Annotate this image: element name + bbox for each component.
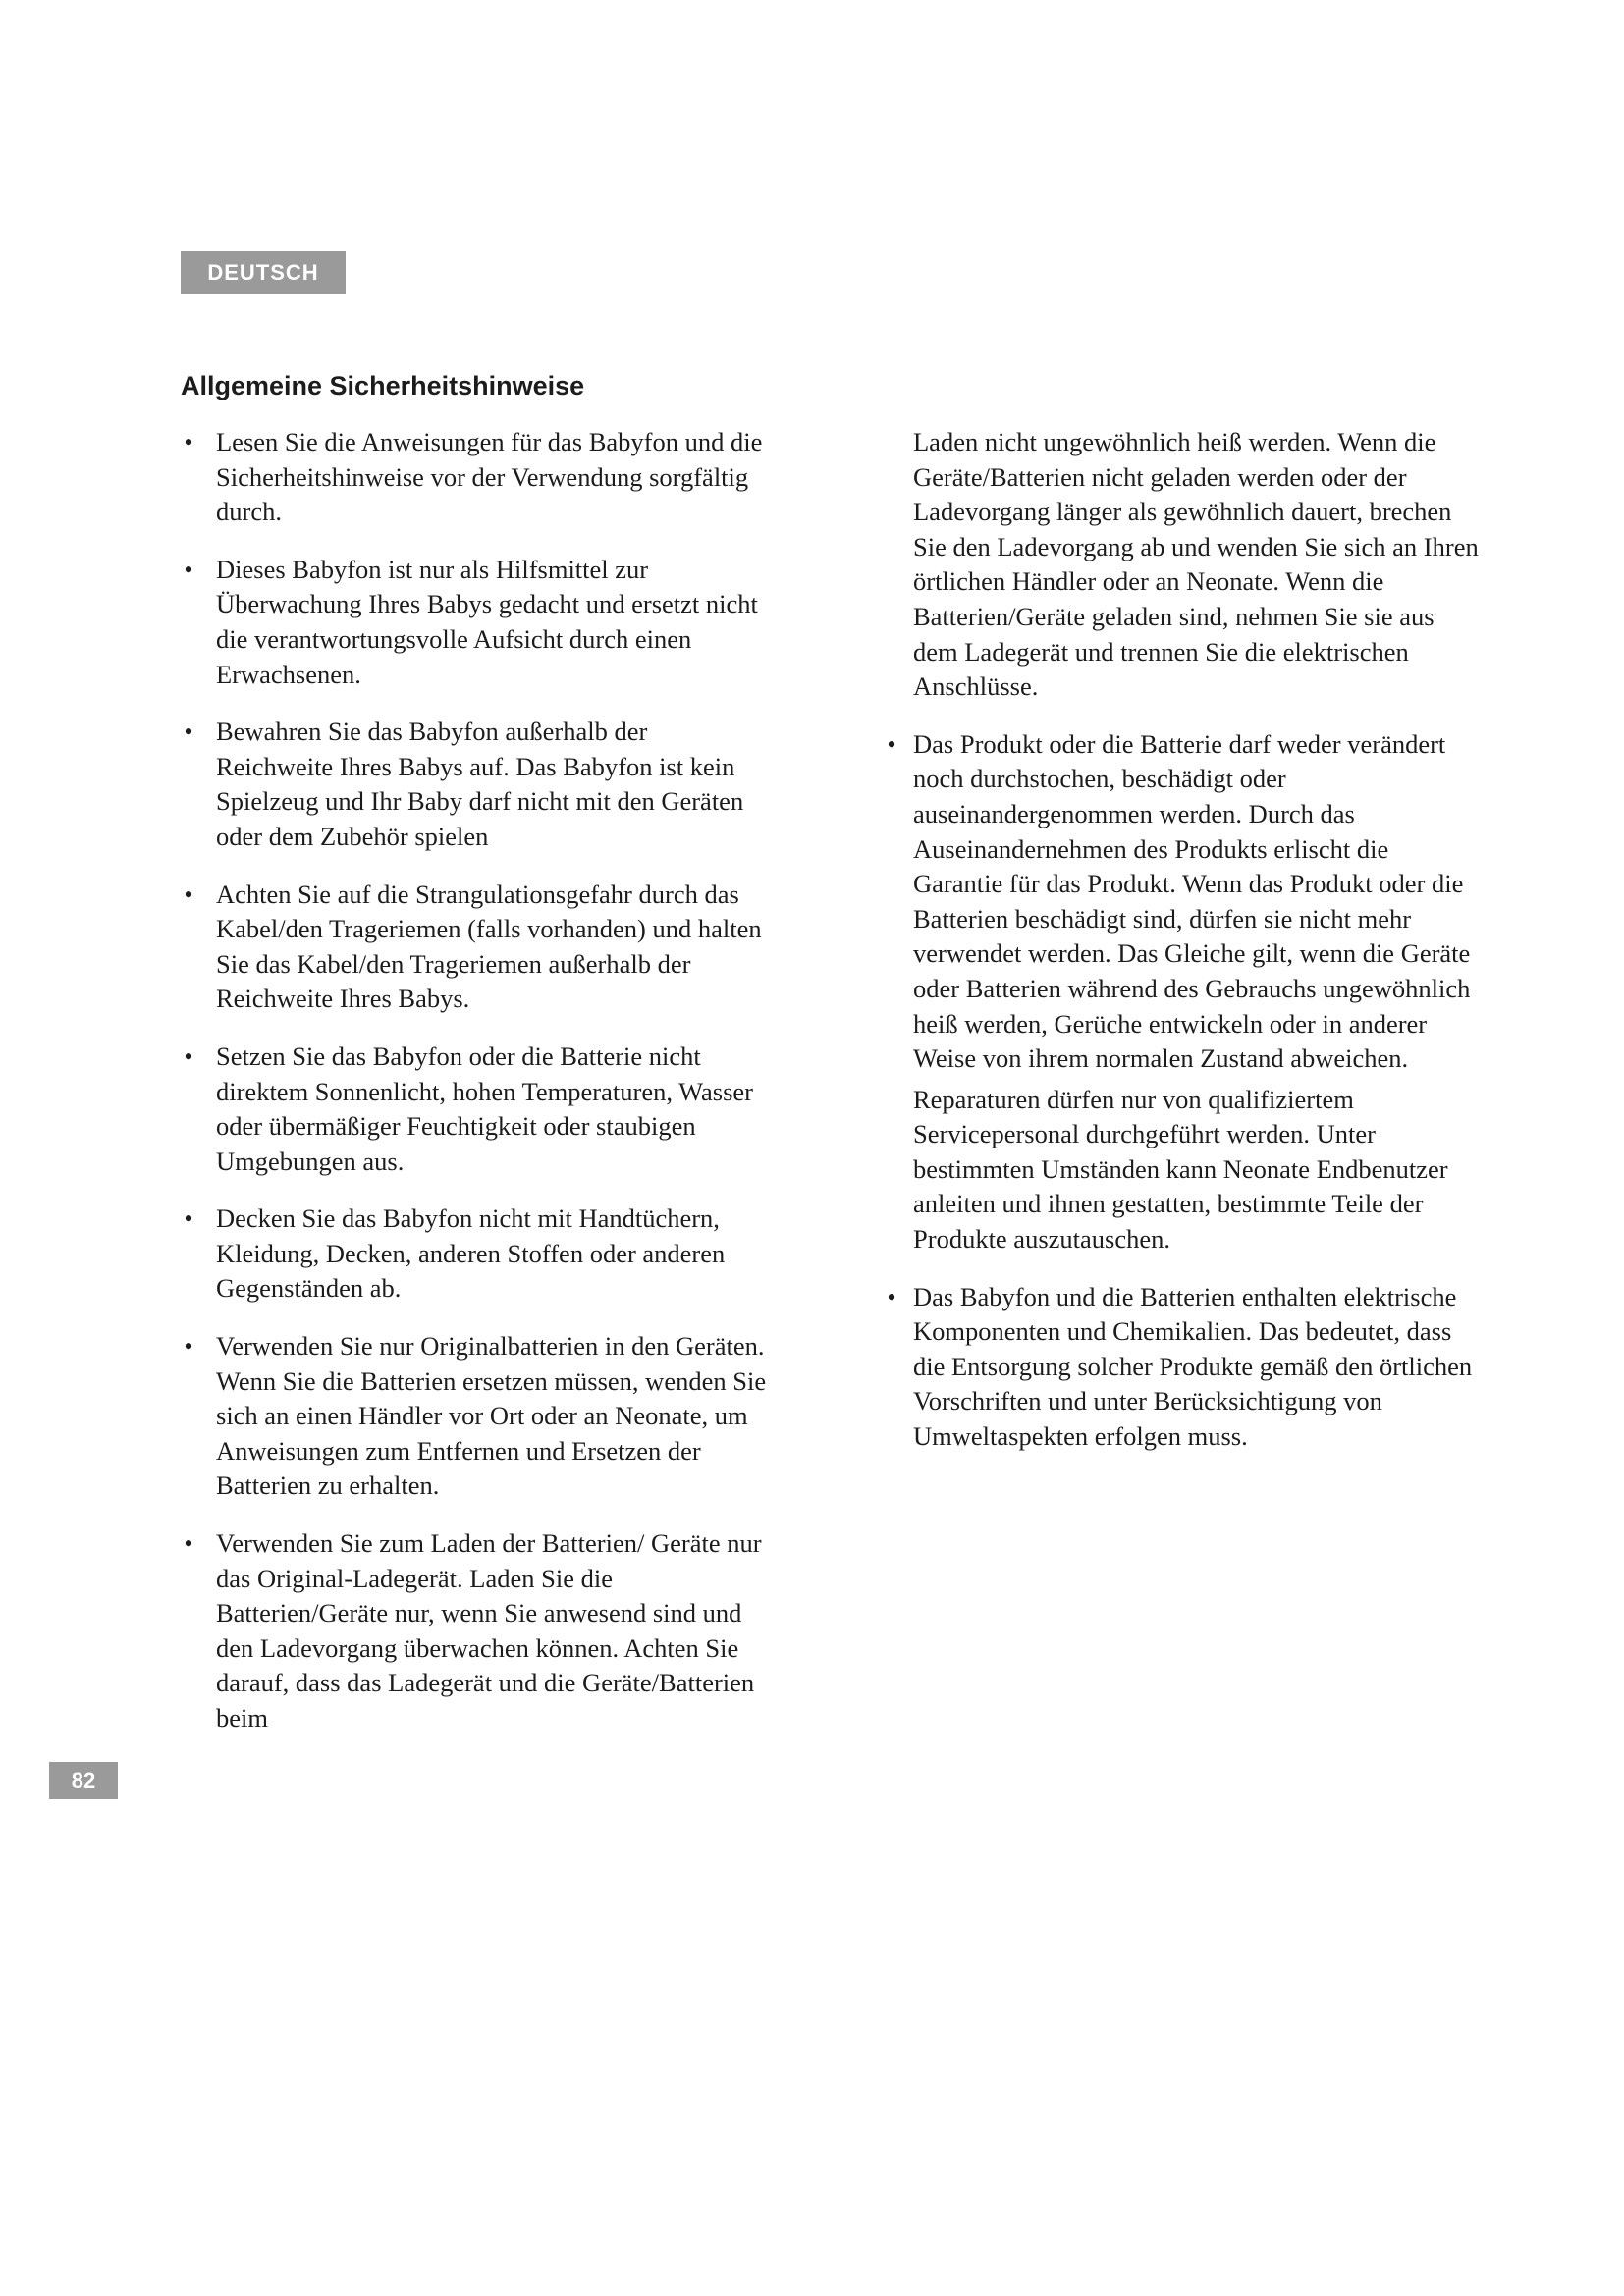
left-column [181,425,770,1759]
list-item [181,1040,770,1179]
bullet-icon: • [184,554,193,584]
bullet-icon: • [184,879,193,909]
list-item [181,878,770,1017]
continuation-text: Laden nicht ungewöhnlich heiß werden. Wenn die Geräte/Batterien nicht geladen werden oder der Ladevorgang länger als gewöhnlich dauert, brechen Sie den Ladevorgang ab und wenden Sie sich an Ihren örtlichen Händler oder an Neonate. Wenn die Batterien/Geräte geladen sind, nehmen Sie sie aus dem Ladegerät und trennen Sie die elektrischen Anschlüsse. [913,427,1479,702]
bullet-icon: • [184,1041,193,1071]
list-item [884,1280,1483,1455]
bullet-icon: • [184,717,193,747]
list-item-text: Setzen Sie das Babyfon oder die Batterie nicht direktem Sonnenlicht, hohen Temperaturen, Wasser oder übermäßiger Feuchtigkeit oder staubigen Umgebungen aus. [216,1041,753,1176]
list-item [884,727,1483,1257]
bullet-icon: • [887,728,896,759]
list-item-text: Dieses Babyfon ist nur als Hilfsmittel zur Überwachung Ihres Babys gedacht und ersetzt nicht die verantwortungsvolle Aufsicht durch einen Erwachsenen. [216,554,758,689]
bullet-icon: • [184,1331,193,1362]
right-column [884,425,1483,1477]
list-item-text: Lesen Sie die Anweisungen für das Babyfon und die Sicherheitshinweise vor der Verwendung sorgfältig durch. [216,427,763,527]
list-item [181,425,770,530]
language-tab: DEUTSCH [181,251,346,294]
list-item-text: Das Babyfon und die Batterien enthalten elektrische Komponenten und Chemikalien. Das bedeutet, dass die Entsorgung solcher Produkte gemäß den örtlichen Vorschriften und unter Berücksichtigung von Umweltaspekten erfolgen muss. [913,1281,1473,1452]
list-item-text: Das Produkt oder die Batterie darf weder verändert noch durchstochen, beschädigt oder auseinandergenommen werden. Durch das Auseinandernehmen des Produkts erlischt die Garantie für das Produkt. Wenn das Produkt oder die Batterien beschädigt sind, dürfen sie nicht mehr verwendet werden. Das Gleiche gilt, wenn die Geräte oder Batterien während des Gebrauchs ungewöhnlich heiß werden, Gerüche entwickeln oder in anderer Weise von ihrem normalen Zustand abweichen. [913,728,1471,1074]
section-title: Allgemeine Sicherheitshinweise [181,371,585,400]
list-item-text: Verwenden Sie zum Laden der Batterien/ Geräte nur das Original-Ladegerät. Laden Sie die Batterien/Geräte nur, wenn Sie anwesend sind und den Ladevorgang überwachen können. Achten Sie darauf, dass das Ladegerät und die Geräte/Batterien beim [216,1528,762,1733]
list-item [181,553,770,692]
bullet-icon: • [184,1528,193,1559]
list-item [181,1329,770,1504]
list-item-text-secondary: Reparaturen dürfen nur von qualifiziertem Servicepersonal durchgeführt werden. Unter bestimmten Umständen kann Neonate Endbenutzer anleiten und ihnen gestatten, bestimmte Teile der Produkte auszutauschen. [913,1084,1448,1255]
list-item-continuation [884,425,1483,705]
list-item [181,1526,770,1736]
bullet-icon: • [184,1203,193,1234]
list-item-text: Verwenden Sie nur Originalbatterien in den Geräten. Wenn Sie die Batterien ersetzen müssen, wenden Sie sich an einen Händler vor Ort oder an Neonate, um Anweisungen zum Entfernen und Ersetzen der Batterien zu erhalten. [216,1331,767,1501]
bullet-icon: • [184,427,193,456]
list-item [181,715,770,854]
bullet-icon: • [887,1281,896,1311]
list-item-text: Decken Sie das Babyfon nicht mit Handtüchern, Kleidung, Decken, anderen Stoffen oder anderen Gegenständen ab. [216,1203,726,1304]
list-item-text: Bewahren Sie das Babyfon außerhalb der Reichweite Ihres Babys auf. Das Babyfon ist kein Spielzeug und Ihr Baby darf nicht mit den Geräten oder dem Zubehör spielen [216,717,744,851]
page-number: 82 [49,1762,118,1799]
list-item-text: Achten Sie auf die Strangulationsgefahr durch das Kabel/den Trageriemen (falls vorhanden) und halten Sie das Kabel/den Trageriemen außerhalb der Reichweite Ihres Babys. [216,879,762,1014]
list-item [181,1201,770,1307]
